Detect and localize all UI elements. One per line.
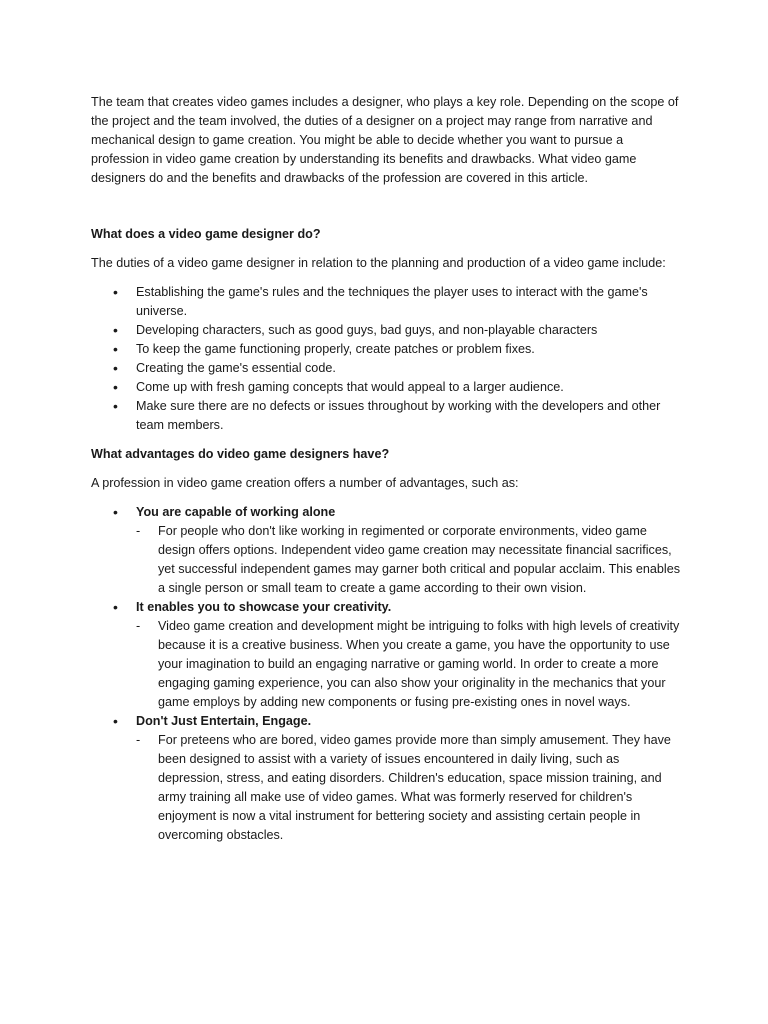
advantage-title: • You are capable of working alone: [136, 505, 336, 519]
list-item: • Come up with fresh gaming concepts that would appeal to a larger audience.: [91, 378, 681, 397]
list-item: • Make sure there are no defects or issues throughout by working with the developers and other team members.: [91, 397, 681, 435]
advantage-detail: - For preteens who are bored, video games provide more than simply amusement. They have been designed to assist with a variety of issues encountered in daily living, such as depression, stress, and eating disorders. Children's education, space mission training, and army training all make use of video games. What was formerly reserved for children's enjoyment is now a vital instrument for bettering society and assisting certain people in overcoming obstacles.: [136, 731, 681, 845]
intro-paragraph: The team that creates video games includes a designer, who plays a key role. Depending on the scope of the project and the team involved, the duties of a designer on a project may range from narrative and mechanical design to game creation. You might be able to decide whether you want to pursue a profession in video game creation by understanding its benefits and drawbacks. What video game designers do and the benefits and drawbacks of the profession are covered in this article.: [91, 95, 679, 185]
section-heading-advantages: What advantages do video game designers have?: [91, 447, 390, 461]
list-item: [91, 598, 681, 712]
list-item: • To keep the game functioning properly, create patches or problem fixes.: [91, 340, 681, 359]
document-page: [91, 93, 681, 845]
duties-list: [91, 283, 681, 435]
advantages-list: [91, 503, 681, 845]
advantage-detail: - For people who don't like working in regimented or corporate environments, video game design offers options. Independent video game creation may necessitate financial sacrifices, yet successful independent games may garner both critical and popular acclaim. This enables a single person or small team to create a game according to their own vision.: [136, 522, 681, 598]
advantage-detail: - Video game creation and development might be intriguing to folks with high levels of creativity because it is a creative business. When you create a game, you have the opportunity to use your imagination to build an engaging narrative or gaming world. In order to create a more engaging gaming experience, you can also show your originality in the mechanics that your game employs by adding new components or fusing pre-existing ones in novel ways.: [136, 617, 681, 712]
list-item: • Creating the game's essential code.: [91, 359, 681, 378]
duties-lead-paragraph: The duties of a video game designer in relation to the planning and production of a video game include:: [91, 256, 666, 270]
section-heading-duties: What does a video game designer do?: [91, 227, 321, 241]
list-item: • Developing characters, such as good guys, bad guys, and non-playable characters: [91, 321, 681, 340]
advantage-title: • Don't Just Entertain, Engage.: [136, 714, 312, 728]
advantage-title: • It enables you to showcase your creativity.: [136, 600, 392, 614]
list-item: [91, 712, 681, 845]
list-item: • Establishing the game's rules and the techniques the player uses to interact with the game's universe.: [91, 283, 681, 321]
advantages-lead-paragraph: A profession in video game creation offers a number of advantages, such as:: [91, 476, 519, 490]
list-item: [91, 503, 681, 598]
